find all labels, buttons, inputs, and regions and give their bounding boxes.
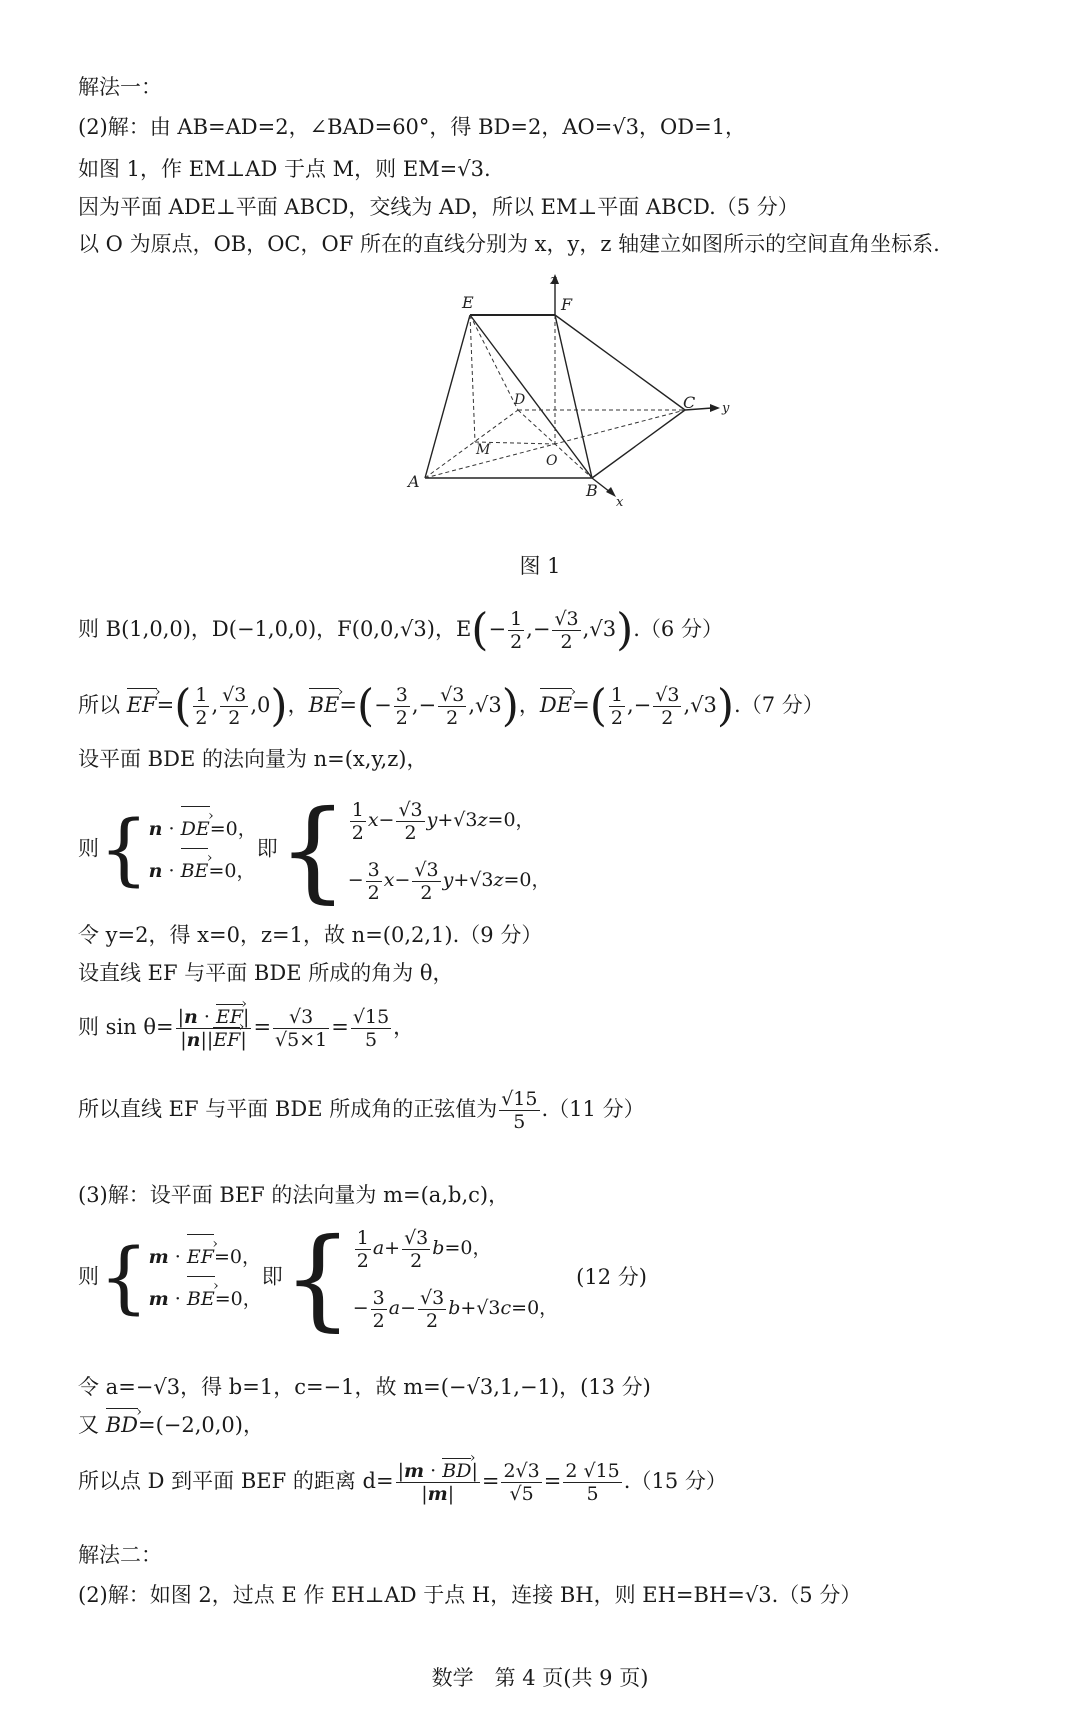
edge-em — [470, 315, 475, 442]
system-2: 则{ m · EF ›=0， m · BE ›=0， 即{ $\frac{1}{2}$ a+ $\frac{√3}{2}$ b=0， − $\frac{3}{2}$ a− $\frac{√3}{2}$ b+√3c=0， (12 分) — [78, 1218, 647, 1338]
angle-def: 设直线 EF 与平面 BDE 所成的角为 θ， — [78, 961, 454, 985]
system-1: 则{ n · DE ›=0， n · BE ›=0， 即{ $\frac{1}{2}$ x− $\frac{√3}{2}$ y+√3z=0， − $\frac{3}{2}$ x− $\frac{√3}{2}$ y+√3z=0， — [78, 790, 550, 910]
label-c: C — [683, 393, 696, 412]
edge-ed — [470, 315, 518, 410]
label-y: y — [722, 401, 730, 416]
normal-bde: 设平面 BDE 的法向量为 n=(x,y,z)， — [78, 747, 428, 771]
edge-ad — [425, 410, 518, 478]
solve-1: 令 y=2，得 x=0，z=1，故 n=(0,2,1).（9 分） — [78, 923, 543, 947]
edge-ea — [425, 315, 470, 478]
part3-intro: (3)解：设平面 BEF 的法向量为 m=(a,b,c)， — [78, 1183, 510, 1207]
sin-line: 则 sin θ= $\frac{|n \cdot EF ›|}{|n||EF ›|}$ = $\frac{√3}{√5\times 1}$ = $\frac{√15}{5}$ ， — [78, 1006, 414, 1051]
label-x: x — [616, 495, 624, 510]
label-m: M — [476, 442, 491, 458]
step-em: 如图 1，作 EM⊥AD 于点 M，则 EM=√3. — [78, 157, 491, 181]
bd-vector-line: 又 BD ›=(−2,0,0)， — [78, 1410, 264, 1440]
step-coord: 以 O 为原点，OB，OC，OF 所在的直线分别为 x，y，z 轴建立如图所示的空间直角坐标系. — [78, 232, 940, 256]
label-a: A — [408, 472, 420, 491]
method1-title: 解法一： — [78, 75, 162, 99]
page-footer: 数学 第 4 页(共 9 页) — [431, 1666, 649, 1690]
y-arrow — [710, 404, 720, 412]
sin-result: 所以直线 EF 与平面 BDE 所成角的正弦值为 $\frac{√15}{5}$ .（11 分） — [78, 1088, 645, 1133]
part2-intro: (2)解：由 AB=AD=2，∠BAD=60°，得 BD=2，AO=√3，OD=1， — [78, 115, 747, 139]
label-d: D — [514, 392, 526, 408]
figure-1 — [400, 270, 780, 540]
coords-line: 则 B(1,0,0)，D(−1,0,0)，F(0,0,√3)，E(− $\frac{1}{2}$ ,− $\frac{√3}{2}$ ,√3).（6 分） — [78, 604, 723, 656]
label-e: E — [462, 293, 474, 312]
method2-title: 解法二： — [78, 1543, 162, 1567]
x-arrow — [606, 487, 616, 497]
step-plane: 因为平面 ADE⊥平面 ABCD，交线为 AD，所以 EM⊥平面 ABCD.（5 分） — [78, 195, 799, 219]
label-f: F — [561, 295, 573, 314]
vectors-line: 所以 EF ›=( $\frac{1}{2}$ , $\frac{√3}{2}$ ,0)，BE ›=(− $\frac{3}{2}$ ,− $\frac{√3}{2}$ ,√3)，DE ›=( $\frac{1}{2}$ ,− $\frac{√3}{2}$ ,√3).（7 分） — [78, 684, 824, 729]
figure-caption: 图 1 — [519, 554, 561, 578]
label-b: B — [586, 481, 598, 500]
label-o: O — [546, 453, 558, 469]
solve-2: 令 a=−√3，得 b=1，c=−1，故 m=(−√3,1,−1)，(13 分) — [78, 1375, 651, 1399]
method2-part2: (2)解：如图 2，过点 E 作 EH⊥AD 于点 H，连接 BH，则 EH=BH=√3.（5 分） — [78, 1583, 862, 1607]
edge-fc — [555, 315, 685, 410]
label-z: z — [550, 273, 557, 288]
distance-line: 所以点 D 到平面 BEF 的距离 d= $\frac{|m \cdot BD ›|}{|m|}$ = $\frac{2√3}{√5}$ = $\frac{2 √15}{5}$ .（15 分） — [78, 1460, 727, 1505]
edge-bc — [592, 410, 685, 478]
